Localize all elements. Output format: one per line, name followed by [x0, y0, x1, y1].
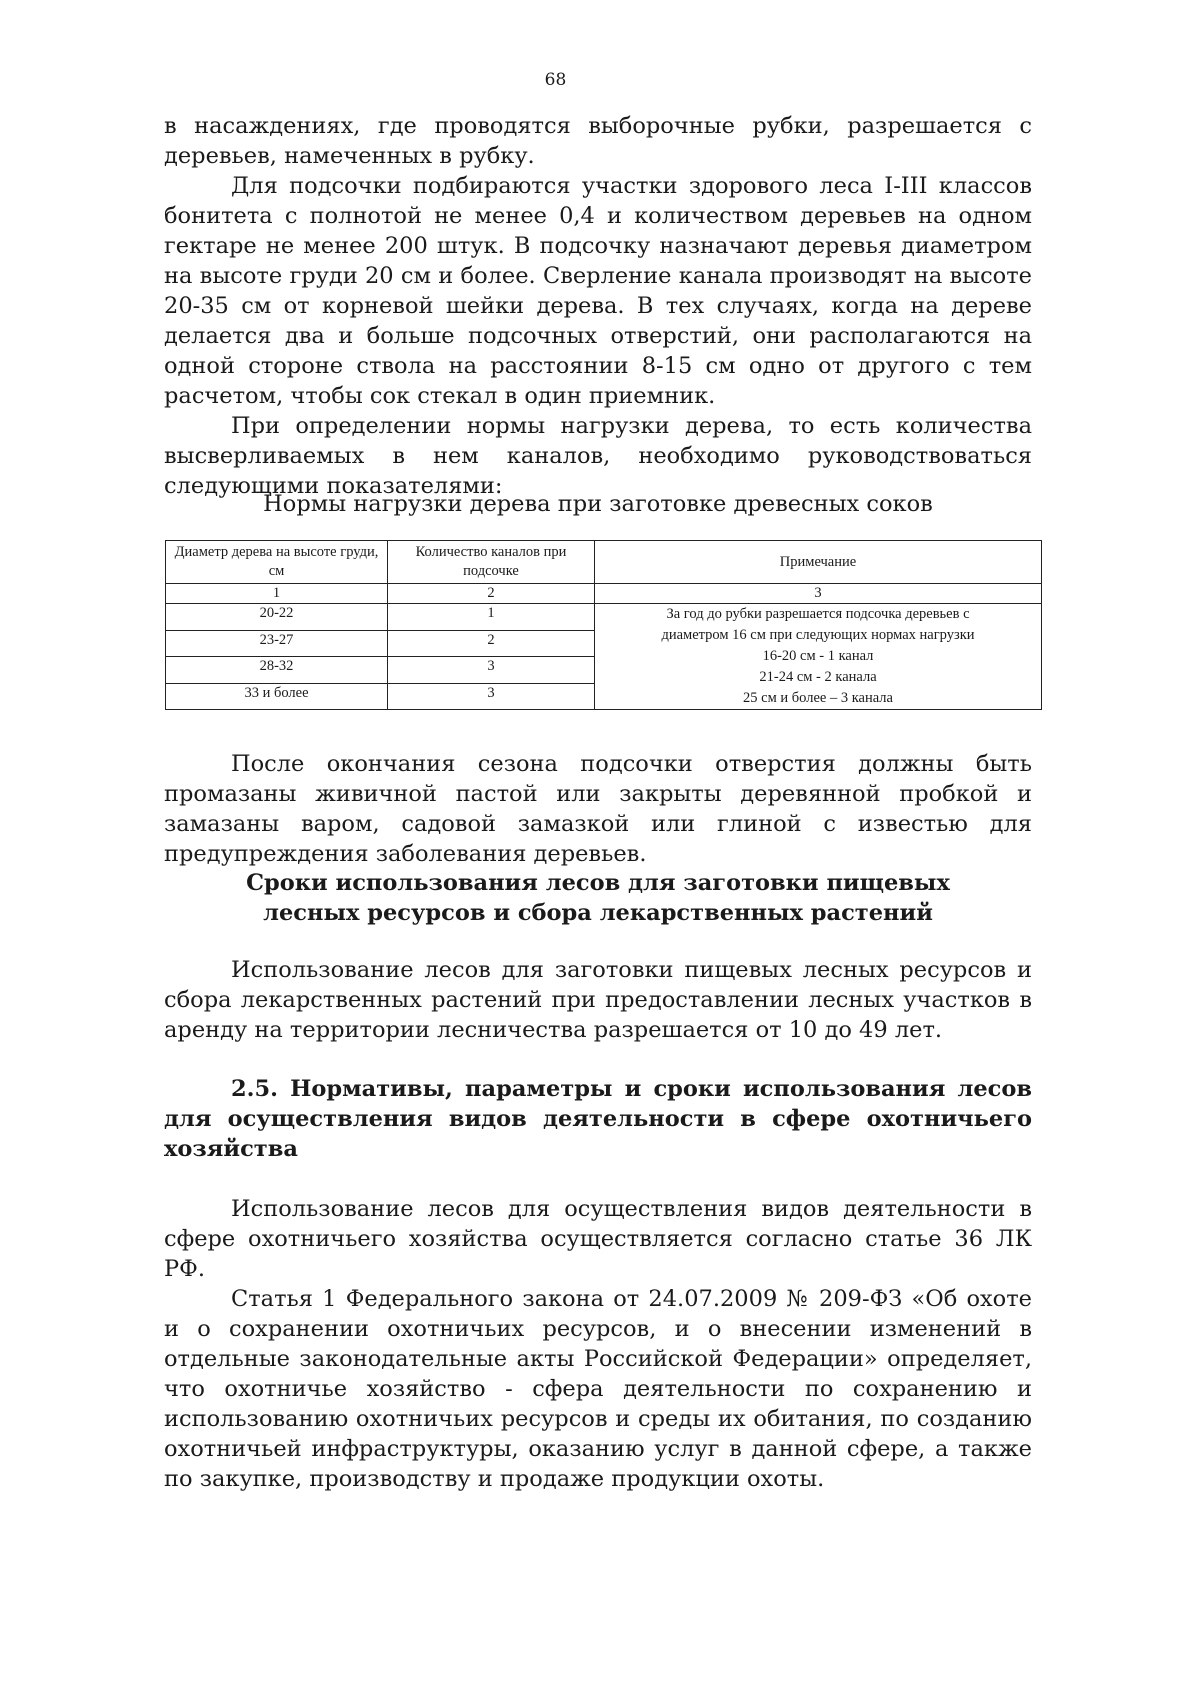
paragraph-hunting-law: Статья 1 Федерального закона от 24.07.2009 № 209-ФЗ «Об охоте и о сохранении охотничьих ресурсов, и о внесении изменений в отдельные законодательные акты Российской Федерации» определяет, что охотничье хозяйство - сфера деятельности по сохранению и использованию охотничьих ресурсов и среды их обитания, по созданию охотничьей инфраструктуры, оказанию услуг в данной сфере, а также по закупке, производству и продаже продукции охоты.: [164, 1286, 1032, 1492]
section-heading-line: Сроки использования лесов для заготовки пищевых: [246, 870, 950, 896]
note-line: За год до рубки разрешается подсочка деревьев с: [666, 606, 970, 622]
header-diameter: Диаметр дерева на высоте груди, см: [166, 541, 388, 584]
table-row: [166, 604, 1042, 631]
note-line: 16-20 см - 1 канал: [762, 648, 874, 664]
note-cell: [595, 604, 1042, 710]
column-number-3: 3: [595, 584, 1042, 604]
channels-cell: 1: [388, 604, 595, 631]
text-block-after-table: [164, 749, 1032, 869]
tree-load-norms-table: [165, 540, 1042, 710]
paragraph-continuation: в насаждениях, где проводятся выборочные рубки, разрешается с деревьев, намеченных в рубку.: [164, 113, 1032, 169]
section-food-resources: [164, 868, 1032, 1045]
paragraph-food-resources: Использование лесов для заготовки пищевых лесных ресурсов и сбора лекарственных растений при предоставлении лесных участков в аренду на территории лесничества разрешается от 10 до 49 лет.: [164, 957, 1032, 1043]
diameter-cell: 20-22: [166, 604, 388, 631]
channels-cell: 3: [388, 657, 595, 684]
header-channels: Количество каналов при подсочке: [388, 541, 595, 584]
note-line: 25 см и более – 3 канала: [743, 690, 893, 706]
paragraph-load-norm: При определении нормы нагрузки дерева, то есть количества высверливаемых в нем каналов, необходимо руководствоваться следующими показателями:: [164, 413, 1032, 499]
paragraph-tapping-sites: Для подсочки подбираются участки здорового леса I-III классов бонитета с полнотой не менее 0,4 и количеством деревьев на одном гектаре не менее 200 штук. В подсочку назначают деревья диаметром на высоте груди 20 см и более. Сверление канала производят на высоте 20-35 см от корневой шейки дерева. В тех случаях, когда на дереве делается два и больше подсочных отверстий, они располагаются на одной стороне ствола на расстоянии 8-15 см одно от другого с тем расчетом, чтобы сок стекал в один приемник.: [164, 173, 1032, 409]
diameter-cell: 33 и более: [166, 683, 388, 710]
note-line: 21-24 см - 2 канала: [759, 669, 877, 685]
section-heading-hunting: 2.5. Нормативы, параметры и сроки использования лесов для осуществления видов деятельности в сфере охотничьего хозяйства: [164, 1076, 1032, 1162]
diameter-cell: 28-32: [166, 657, 388, 684]
paragraph-hunting-use: Использование лесов для осуществления видов деятельности в сфере охотничьего хозяйства осуществляется согласно статье 36 ЛК РФ.: [164, 1196, 1032, 1282]
table-header-row: [166, 541, 1042, 584]
page-number: 68: [544, 70, 567, 90]
section-heading-line: лесных ресурсов и сбора лекарственных растений: [263, 900, 933, 926]
channels-cell: 3: [388, 683, 595, 710]
text-block-top: [164, 111, 1032, 501]
note-line: диаметром 16 см при следующих нормах нагрузки: [661, 627, 975, 643]
section-hunting: [164, 1074, 1032, 1494]
column-number-2: 2: [388, 584, 595, 604]
header-note: Примечание: [595, 541, 1042, 584]
column-number-row: [166, 584, 1042, 604]
column-number-1: 1: [166, 584, 388, 604]
table-title: Нормы нагрузки дерева при заготовке древесных соков: [263, 491, 933, 517]
diameter-cell: 23-27: [166, 630, 388, 657]
channels-cell: 2: [388, 630, 595, 657]
paragraph-after-table: После окончания сезона подсочки отверстия должны быть промазаны живичной пастой или закрыты деревянной пробкой и замазаны варом, садовой замазкой или глиной с известью для предупреждения заболевания деревьев.: [164, 751, 1032, 867]
